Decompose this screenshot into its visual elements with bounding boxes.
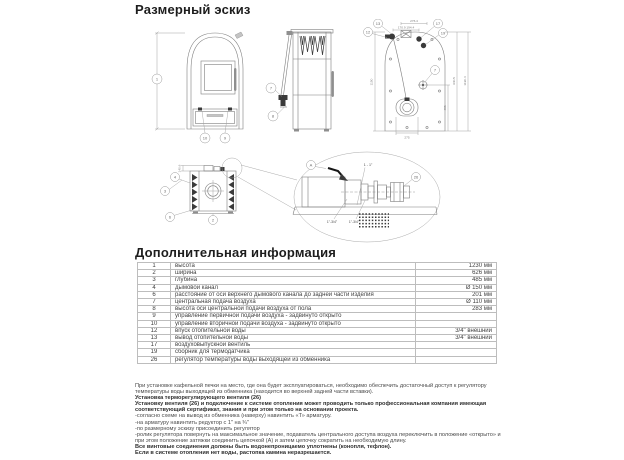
front-callout-height: 1: [155, 76, 159, 82]
row-label: расстояние от оси верхнего дымового канала до задней части изделия: [171, 291, 416, 298]
row-value: Ø 150 мм: [416, 284, 497, 291]
top-callout-a: 4: [173, 174, 177, 180]
front-view: [152, 32, 243, 144]
top-callout-b: 3: [163, 188, 167, 194]
row-number: 13: [138, 335, 171, 342]
row-number: 4: [138, 284, 171, 291]
door-handle: [234, 68, 236, 91]
air-pipe: [281, 35, 292, 95]
exchanger-stub: [302, 177, 345, 207]
row-label: впуск отопительной воды: [171, 327, 416, 334]
row-value: [416, 342, 497, 349]
row-label: управление вторичной подачи воздуха - задвинуто открыто: [171, 320, 416, 327]
table-row: [138, 313, 497, 320]
row-value: [416, 313, 497, 320]
row-label: ширина: [171, 270, 416, 277]
table-row: [138, 284, 497, 291]
table-row: [138, 291, 497, 298]
page-title: Размерный эскиз: [135, 2, 251, 17]
note-line: Установку вентиля (26) и подключение к системе отопления может проводить только профессиональная компания имеющая соответствующий сертификат, знания и при этом только на основании проекта.: [135, 401, 487, 414]
rear-fitting-top: [204, 166, 213, 172]
row-label: сборник для термодатчика: [171, 349, 416, 356]
perforation-grid: [359, 214, 389, 227]
rear-view: [364, 19, 472, 139]
stove-door-window: [201, 61, 235, 94]
rear-callout-tr2: 19: [440, 30, 446, 36]
regulator-chain: [394, 39, 407, 98]
note-line: Все винтовые соединения должны быть водонепроницаемо уплотнены (конопля, тефлон).: [135, 443, 392, 450]
top-view: [161, 158, 298, 225]
row-number: 19: [138, 349, 171, 356]
row-label: высота: [171, 263, 416, 270]
row-value: 485 мм: [416, 277, 497, 284]
note-line: -по размерному эскизу присоединить регулятор: [135, 425, 260, 432]
detail-view: [293, 152, 440, 242]
front-callout-left: 10: [202, 135, 208, 141]
rear-callout-tl2: 12: [365, 29, 371, 35]
side-callout-pipe: 7: [269, 85, 273, 91]
section-title: Дополнительная информация: [135, 245, 337, 260]
note-line: -на арматуру навинтить редуктор с 1" на ¾": [135, 419, 249, 426]
row-value: [416, 356, 497, 363]
row-number: 8: [138, 306, 171, 313]
detail-source-circle: [222, 158, 242, 178]
row-value: [416, 320, 497, 327]
row-number: 2: [138, 270, 171, 277]
top-dim-depth: 140.6: [177, 164, 182, 173]
row-number: 26: [138, 356, 171, 363]
stove-side-outline: [293, 32, 331, 129]
table-row: [138, 299, 497, 306]
row-value: 3/4" внешний: [416, 335, 497, 342]
rear-dim-height-mid: 940.5: [452, 77, 456, 85]
row-label: высота оси центральной подачи воздуха от пола: [171, 306, 416, 313]
row-label: глубина: [171, 277, 416, 284]
row-number: 6: [138, 291, 171, 298]
top-callout-c: 6: [168, 214, 172, 220]
rear-dim-height-right: 1190.4: [463, 76, 467, 86]
row-number: 9: [138, 313, 171, 320]
row-number: 7: [138, 299, 171, 306]
rear-dim-top-offsets: 170.9 194.4: [397, 25, 415, 30]
note-line: -согласно схеме на вывод из обменника (наверху) навинтить «Т» арматуру.: [135, 413, 332, 420]
detail-label-right: 1"-3/4": [348, 220, 360, 224]
row-label: вывод отопительной воды: [171, 335, 416, 342]
air-vent-port: [416, 36, 421, 41]
side-callout-elbow: 8: [271, 113, 275, 119]
row-value: 283 мм: [416, 306, 497, 313]
row-value: 626 мм: [416, 270, 497, 277]
table-row: [138, 320, 497, 327]
dimensional-drawing: [135, 19, 505, 245]
pipe-elbow: [279, 95, 288, 100]
heat-exchanger-fins: [300, 36, 325, 55]
row-number: 1: [138, 263, 171, 270]
row-number: 3: [138, 277, 171, 284]
front-callout-right: 9: [223, 135, 227, 141]
table-row: [138, 306, 497, 313]
table-row: [138, 277, 497, 284]
rear-callout-tr1: 17: [435, 20, 441, 26]
row-value: [416, 349, 497, 356]
table-row: [138, 342, 497, 349]
info-table: [137, 262, 497, 364]
rear-dim-top-width: 276.4: [410, 19, 418, 23]
rear-callout-tl1: 13: [375, 20, 381, 26]
detail-callout-chain: A: [309, 162, 313, 168]
table-row: [138, 356, 497, 363]
row-value: 201 мм: [416, 291, 497, 298]
detail-callout-regulator: 26: [413, 174, 419, 180]
row-value: Ø 110 мм: [416, 299, 497, 306]
row-label: воздуховыпускной вентиль: [171, 342, 416, 349]
table-row: [138, 335, 497, 342]
table-row: [138, 263, 497, 270]
top-callout-d: 2: [211, 217, 215, 223]
row-value: 3/4" внешний: [416, 327, 497, 334]
row-label: центральная подача воздуха: [171, 299, 416, 306]
central-air-flange: [396, 99, 418, 116]
table-row: [138, 270, 497, 277]
rear-callout-mid: 7: [433, 67, 437, 73]
side-door-handle: [332, 71, 334, 97]
flue-stub: [235, 32, 243, 39]
row-number: 17: [138, 342, 171, 349]
row-value: 1230 мм: [416, 263, 497, 270]
row-number: 12: [138, 327, 171, 334]
row-label: дымовой канал: [171, 284, 416, 291]
note-line: Установка терморегулирующего вентиля (26): [135, 395, 261, 402]
rear-dim-bottom: 275: [404, 135, 410, 140]
note-line: Если в системе отопления нет воды, растопка камина неразрешается.: [135, 450, 332, 457]
table-row: [138, 349, 497, 356]
table-row: [138, 327, 497, 334]
side-view: [266, 30, 334, 132]
row-number: 10: [138, 320, 171, 327]
rear-dim-height-left: 1150: [369, 78, 374, 86]
row-label: регулятор температуры воды выходящей из обменника: [171, 356, 416, 363]
row-label: управление первичной подачи воздуха - задвинуто открыто: [171, 313, 416, 320]
rear-dim-mid-floor: 485: [443, 105, 447, 111]
stove-rear-outline: [385, 32, 445, 131]
detail-label-left: 1"-3/4": [326, 220, 338, 224]
notes: [135, 383, 503, 456]
detail-label-top: 1 - 1": [363, 163, 373, 167]
note-line: При установке кафельной печки на место, где она будет эксплуатироваться, необходимо обеспечить достаточный доступ к регулятору температуры воды выходящей из обменника (находится во верхней задней части вставки).: [135, 383, 487, 396]
note-line: -ролик регулятора повернуть на максимальное значение, подаватель центрального доступа воздуха переключить в положение «открыто» и при этом положение затяжки соединить цепочкой (А) и затем цепочку сократить на необходимую длину.: [135, 431, 501, 444]
